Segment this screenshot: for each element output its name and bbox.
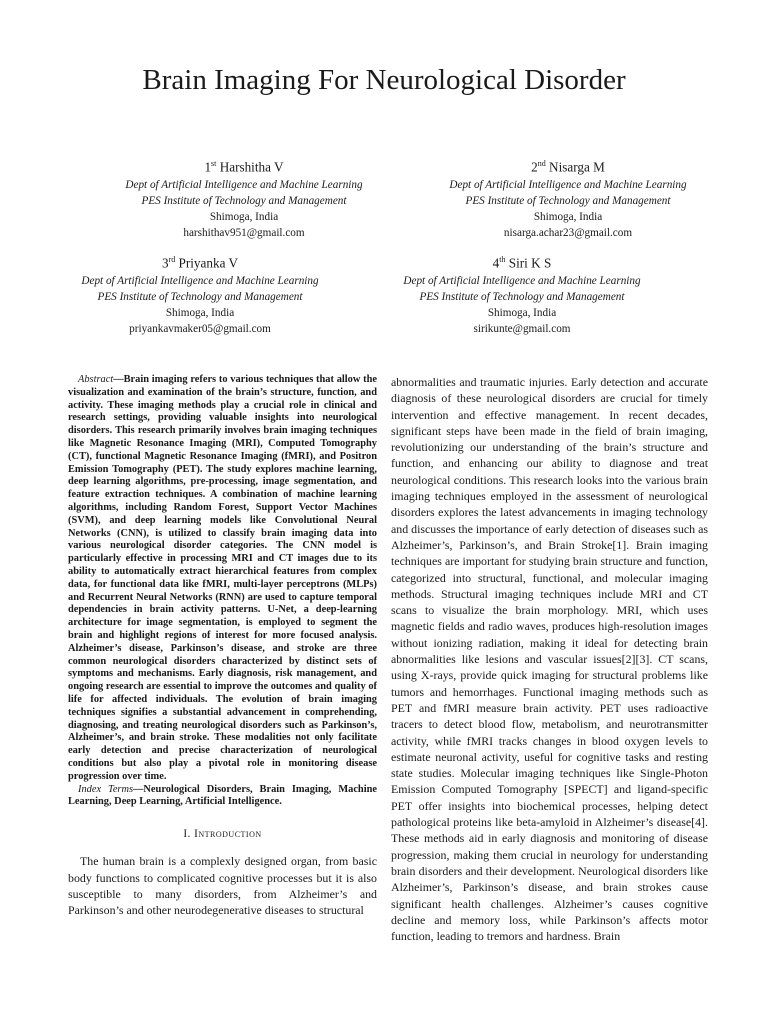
author-block-4 [372, 250, 672, 337]
author-location: Shimoga, India [533, 211, 603, 224]
author-location: Shimoga, India [209, 211, 279, 224]
section-heading: I. Introduction [183, 828, 262, 841]
right-column [391, 374, 708, 944]
author-dept: Dept of Artificial Intelligence and Machine Learning [81, 275, 319, 288]
author-location: Shimoga, India [487, 307, 557, 320]
author-institute: PES Institute of Technology and Management [465, 195, 671, 208]
index-terms: Index Terms—Neurological Disorders, Brain Imaging, Machine Learning, Deep Learning, Artificial Intelligence. [68, 783, 377, 808]
author-dept: Dept of Artificial Intelligence and Machine Learning [403, 275, 641, 288]
author-name: 1st Harshitha V [204, 159, 284, 175]
author-dept: Dept of Artificial Intelligence and Machine Learning [449, 179, 687, 192]
author-email[interactable]: sirikunte@gmail.com [473, 323, 571, 336]
author-institute: PES Institute of Technology and Management [141, 195, 347, 208]
author-name: 4th Siri K S [492, 255, 552, 271]
author-block-2 [418, 154, 718, 241]
abstract: Abstract—Brain imaging refers to various techniques that allow the visualization and examination of the brain’s structure, function, and activity. These imaging methods play a crucial role in clinical and research settings, providing valuable insights into neurological disorders. This research primarily involves brain imaging techniques like Magnetic Resonance Imaging (MRI), Computed Tomography (CT), functional Magnetic Resonance Imaging (fMRI), and Positron Emission Tomography (PET). The study explores machine learning, deep learning algorithms, pre-processing, image segmentation, and feature extraction techniques. A combination of machine learning algorithms, including Random Forest, Support Vector Machines (SVM), and deep learning models like Convolutional Neural Networks (CNN), is utilized to classify brain imaging data into various neurological disorder categories. The CNN model is particularly effective in processing MRI and CT images due to its ability to automatically extract hierarchical features from complex data, for functional data like fMRI, multi-layer perceptrons (MLPs) and Recurrent Neural Networks (RNN) are used to capture temporal dependencies in brain activity patterns. U-Net, a deep-learning architecture for image segmentation, is employed to segment the brain and highlight regions of interest for more focused analysis. Alzheimer’s disease, Parkinson’s disease, and stroke are three common neurological disorders characterized by distinct sets of symptoms and mechanisms. Early diagnosis, risk management, and ongoing research are essential to improve the outcomes and quality of life for affected individuals. The evolution of brain imaging techniques signifies a substantial advancement in comprehending, diagnosing, and treating neurological disorders such as Parkinson’s, Alzheimer’s, and brain stroke. These modalities not only facilitate early detection and precise characterization of neurological conditions but also play a pivotal role in monitoring disease progression over time. [68, 374, 377, 782]
paper-title: Brain Imaging For Neurological Disorder [142, 64, 626, 96]
author-email[interactable]: priyankavmaker05@gmail.com [129, 323, 271, 336]
author-email[interactable]: harshithav951@gmail.com [183, 227, 305, 240]
author-institute: PES Institute of Technology and Management [419, 291, 625, 304]
left-column [68, 374, 377, 918]
author-block-3 [50, 250, 350, 337]
intro-paragraph: The human brain is a complexly designed organ, from basic body functions to complicated cognitive processes but it is also susceptible to many disorders, from Alzheimer’s and Parkinson’s and other neurodegenerative diseases to structural [68, 854, 377, 918]
author-name: 2nd Nisarga M [531, 159, 605, 175]
author-dept: Dept of Artificial Intelligence and Machine Learning [125, 179, 363, 192]
author-email[interactable]: nisarga.achar23@gmail.com [503, 227, 633, 240]
author-block-1 [94, 154, 394, 241]
author-location: Shimoga, India [165, 307, 235, 320]
author-institute: PES Institute of Technology and Management [97, 291, 303, 304]
intro-paragraph-continued: abnormalities and traumatic injuries. Early detection and accurate diagnosis of these neurological disorders are crucial for timely intervention and effective management. In recent decades, significant steps have been made in the field of brain imaging, revolutionizing our understanding of the brain’s structure and function, and enhancing our ability to diagnose and treat neurological conditions. This research looks into the various brain imaging techniques employed in the assessment of neurological disorders explores the latest advancements in imaging technology and discusses the importance of early detection of diseases such as Alzheimer’s, Parkinson’s, and Brain Stroke[1]. Brain imaging techniques are important for studying brain structure and function, categorized into structural, functional, and molecular imaging methods. Structural imaging techniques include MRI and CT scans to visualize the brain morphology. MRI, which uses magnetic fields and radio waves, produces high-resolution images without ionizing radiation, making it ideal for detecting brain abnormalities like lesions and vascular issues[2][3]. CT scans, using X-rays, provide quick imaging for structural problems like tumors and hemorrhages. Functional imaging methods such as PET and fMRI measure brain activity. PET uses radioactive tracers to detect blood flow, metabolism, and neurotransmitter activity, while fMRI tracks changes in blood oxygen levels to estimate neuronal activity, useful for cognitive tasks and resting state studies. Molecular imaging techniques like Single-Photon Emission Computed Tomography [SPECT] and ligand-specific PET offer insights into biochemical processes, helping detect pathological proteins like beta-amyloid in Alzheimer’s disease[4]. These methods aid in early diagnosis and monitoring of disease progression, making them crucial in neurology for understanding brain disorders and their development. Neurological disorders like Alzheimer’s, Parkinson’s disease, and brain strokes cause significant health challenges. Alzheimer’s causes cognitive decline and memory loss, while Parkinson’s affects motor function, leading to tremors and hardness. Brain [391, 375, 708, 944]
author-name: 3rd Priyanka V [161, 255, 239, 271]
